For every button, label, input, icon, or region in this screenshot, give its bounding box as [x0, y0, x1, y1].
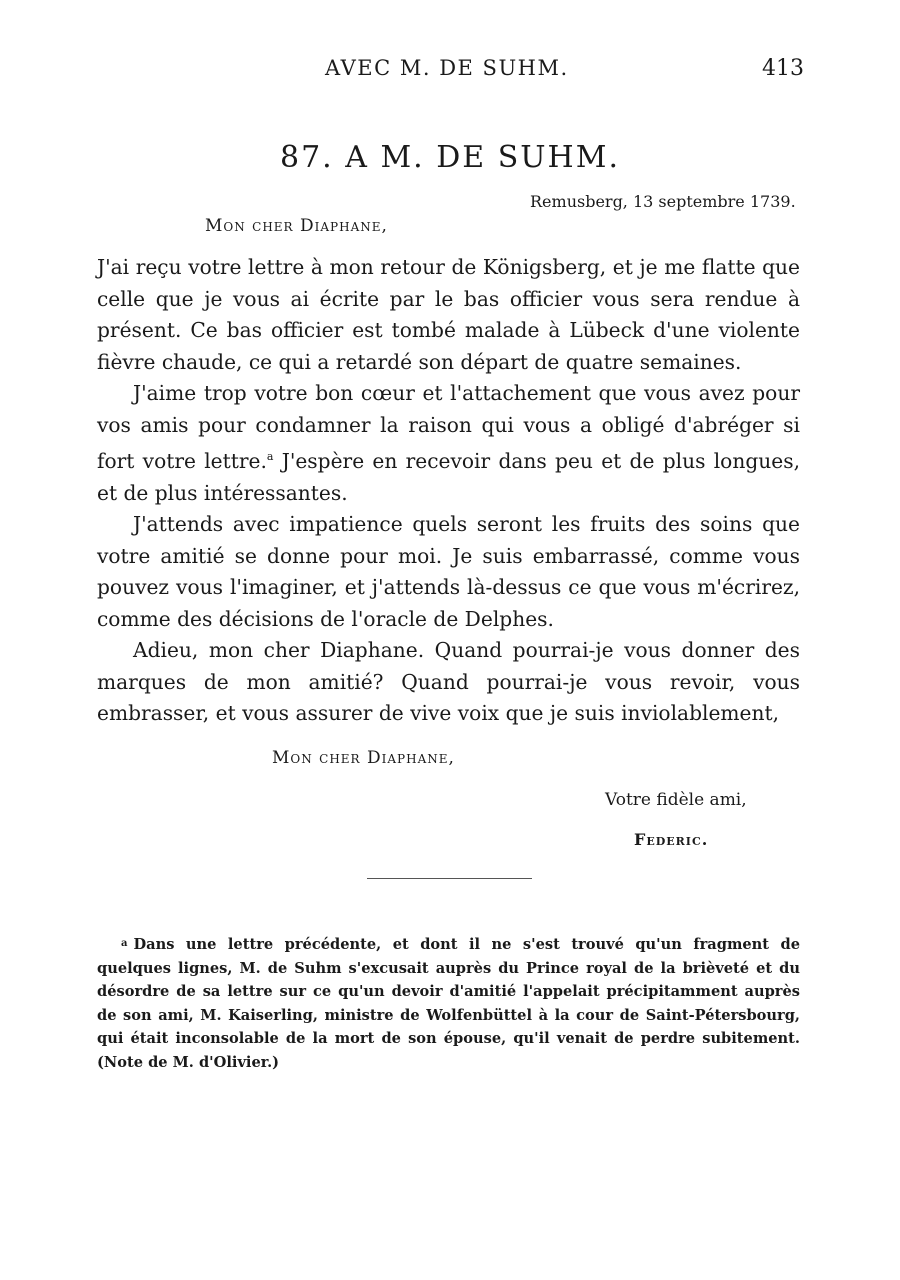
paragraph-4: Adieu, mon cher Diaphane. Quand pourrai-je vous donner des marques de mon amitié? Quand pourrai-je vous revoir, vous embrasser, et vous assurer de vive voix que je suis inviolablement, [97, 638, 800, 725]
paragraph-2 [97, 378, 800, 509]
paragraph-2-text-after-note: J'espère en recevoir dans peu et de plus longues, et de plus intéressantes. [97, 449, 800, 505]
footnote-marker: a [121, 938, 128, 949]
paragraph-1: J'ai reçu votre lettre à mon retour de Königsberg, et je me flatte que celle que je vous ai écrite par le bas officier vous sera rendue à présent. Ce bas officier est tombé malade à Lübeck d'une violente fièvre chaude, ce qui a retardé son départ de quatre semaines. [97, 255, 800, 374]
footnote-text: Dans une lettre précédente, et dont il ne s'est trouvé qu'un fragment de quelques lignes, M. de Suhm s'excusait auprès du Prince royal de la brièveté et du désordre de sa lettre sur ce qu'un devoir d'amitié l'appelait précipitamment auprès de son ami, M. Kaiserling, ministre de Wolfenbüttel à la cour de Saint-Pétersbourg, qui était inconsolable de la mort de son épouse, qu'il venait de perdre subitement. (Note de M. d'Olivier.) [97, 936, 800, 1071]
closing-line: Votre fidèle ami, [605, 790, 747, 810]
signature: Federic. [634, 830, 709, 849]
salutation: Mon cher Diaphane, [205, 216, 388, 236]
paragraph-3: J'attends avec impatience quels seront les fruits des soins que votre amitié se donne pour moi. Je suis embarrassé, comme vous pouvez vous l'imaginer, et j'attends là-dessus ce que vous m'écrirez, comme des décisions de l'oracle de Delphes. [97, 512, 800, 631]
footnote [97, 932, 800, 1074]
running-head: AVEC M. DE SUHM. [325, 56, 569, 80]
dateline: Remusberg, 13 septembre 1739. [530, 192, 796, 211]
closing-salutation: Mon cher Diaphane, [272, 748, 455, 768]
letter-heading: 87. A M. DE SUHM. [280, 140, 620, 175]
letter-body [97, 252, 800, 730]
footnote-divider [367, 878, 532, 879]
paragraph-2-text-before-note: J'aime trop votre bon cœur et l'attachement que vous avez pour vos amis pour condamner la raison qui vous a obligé d'abréger si fort votre lettre. [97, 381, 800, 473]
footnote-reference[interactable]: a [266, 450, 274, 463]
page-number: 413 [762, 56, 804, 81]
